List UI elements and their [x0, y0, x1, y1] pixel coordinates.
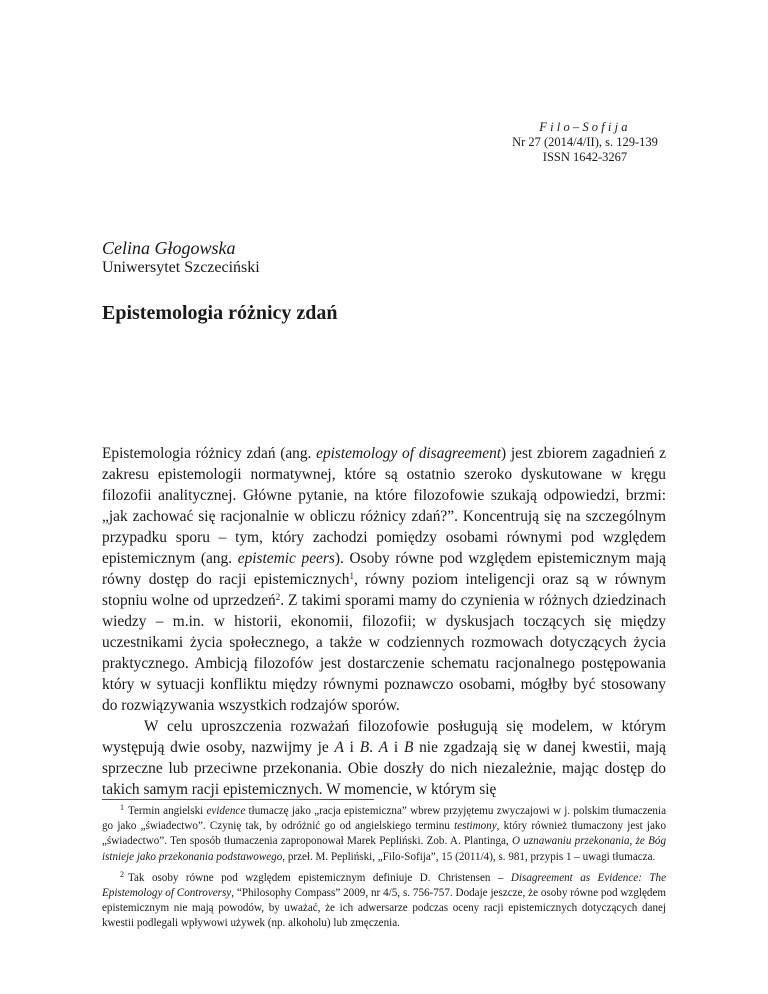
- text-span: .: [369, 739, 379, 756]
- author-name: Celina Głogowska: [102, 238, 236, 258]
- footnote-number: 2: [120, 869, 124, 879]
- issn: ISSN 1642-3267: [542, 150, 628, 164]
- article-title: Epistemologia różnicy zdań: [102, 302, 338, 324]
- variable: B: [403, 739, 414, 756]
- footnote-ref-2[interactable]: 2: [275, 592, 281, 602]
- variable: A: [378, 739, 389, 756]
- journal-name: Filo–Sofija: [539, 120, 631, 134]
- text-span: i: [343, 739, 360, 756]
- variable: B: [359, 739, 370, 756]
- italic-term: evidence: [206, 805, 246, 817]
- text-span: W celu uproszczenia rozważań filozofowie posługują się modelem, w którym występują dwie osoby, nazwijmy je: [102, 718, 666, 756]
- footnote-number: 1: [120, 803, 124, 812]
- text-span: , “Philosophy Compass” 2009, nr 4/5, s. 756-757. Dodaje jeszcze, że osoby równe pod względem epistemicznym nie mają powodów, by uważać, że ich adwersarze podczas oceny racji epistemicznych dotyczących danej kwestii podlegali wpływowi używek (np. alkoholu) lub zmęczenia.: [102, 887, 667, 930]
- text-span: . Z takimi sporami mamy do czynienia w różnych dziedzinach wiedzy – m.in. w historii, ekonomii, filozofii; w dyskusjach toczących się między uczestnikami życia społecznego, a także w codziennych rozmowach dotyczących życia praktycznego. Ambicją filozofów jest dostarczenie schematu racjonalnego postępowania który w sytuacji konfliktu między równymi poznawczo osobami, mógłby być stosowany do rozwiązywania wszystkich rodzajów sporów.: [102, 592, 666, 714]
- author-affiliation: Uniwersytet Szczeciński: [102, 259, 260, 276]
- footnote-2: [102, 871, 666, 932]
- cited-title: O uznawaniu przekonania, że Bóg istnieje jako przekonania podstawowego: [102, 835, 666, 863]
- text-span: nie zgadzają się w danej kwestii, mają sprzeczne lub przeciwne przekonania. Obie doszły do nich niezależnie, mając dostęp do takich samym racji epistemicznych. W momencie, w którym się: [102, 739, 666, 798]
- issue-info: Nr 27 (2014/4/II), s. 129-139: [512, 135, 658, 149]
- text-span: , przeł. M. Pepliński, „Filo-Sofija”, 15 (2011/4), s. 981, przypis 1 – uwagi tłumacza.: [282, 850, 656, 863]
- text-span: tłumaczę jako „racja epistemiczna” wbrew przyjętemu zwyczajowi w j. polskim tłumaczenia go jako „świadectwo”. Czynię tak, by odróżnić go od angielskiego terminu: [102, 805, 666, 833]
- italic-term: epistemic peers: [237, 550, 335, 567]
- footnote-1: [102, 804, 666, 865]
- text-span: ) jest zbiorem zagadnień z zakresu epistemologii normatywnej, które są ostatnio szeroko dyskutowane w kręgu filozofii analitycznej. Główne pytanie, na które filozofowie szukają odpowiedzi, brzmi: „jak zachować się racjonalnie w obliczu różnicy zdań?”. Koncentrują się na szczególnym przypadku sporu – tym, który zachodzi pomiędzy osobami równymi pod względem epistemicznym (ang.: [102, 445, 666, 567]
- paragraph-1: [102, 443, 666, 716]
- italic-term: testimony: [454, 820, 497, 833]
- text-span: Tak osoby równe pod względem epistemicznym definiuje D. Christensen –: [128, 871, 511, 884]
- footnotes: [102, 804, 666, 938]
- footnote-divider: [102, 799, 374, 800]
- footnote-ref-1[interactable]: 1: [349, 571, 355, 581]
- text-span: Epistemologia różnicy zdań (ang.: [102, 445, 317, 462]
- text-span: , który również tłumaczony jest jako „świadectwo”. Ten sposób tłumaczenia zaproponował Marek Pepliński. Zob. A. Plantinga,: [102, 820, 666, 848]
- paragraph-2: [102, 716, 666, 800]
- journal-header: [470, 120, 700, 165]
- text-span: i: [388, 739, 404, 756]
- text-span: Termin angielski: [128, 805, 207, 817]
- variable: A: [334, 739, 344, 756]
- article-body: [102, 443, 666, 800]
- cited-title: Disagreement as Evidence: The Epistemology of Controversy: [102, 871, 666, 900]
- italic-term: epistemology of disagreement: [316, 445, 502, 462]
- text-span: ). Osoby równe pod względem epistemicznym mają równy dostęp do racji epistemicznych: [102, 550, 666, 588]
- author-block: [102, 238, 260, 277]
- text-span: , równy poziom inteligencji oraz są w równym stopniu wolne od uprzedzeń: [102, 571, 666, 609]
